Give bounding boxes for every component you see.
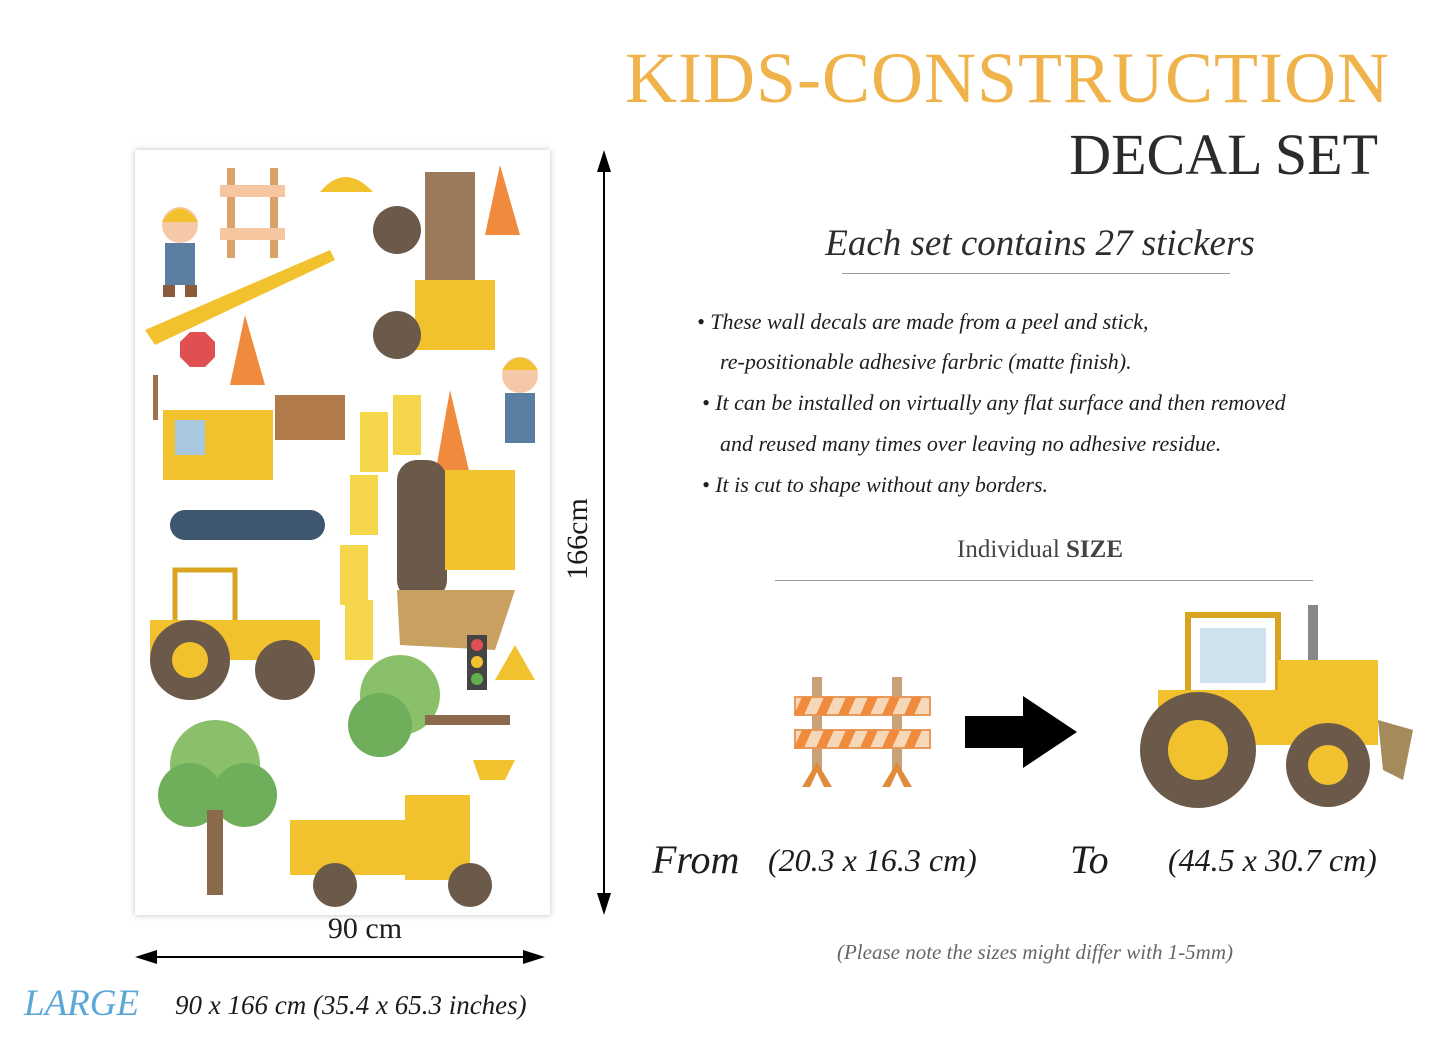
bullet-3: • It is cut to shape without any borders.	[702, 472, 1049, 497]
worker-boy-sticker	[502, 357, 538, 443]
width-label: 90 cm	[327, 912, 403, 945]
size-heading-bold: SIZE	[1066, 536, 1123, 563]
barrier-post-right	[892, 677, 902, 772]
worker-girl-sticker	[162, 207, 198, 297]
helmet-sticker	[320, 177, 373, 192]
cone-sticker	[230, 315, 265, 385]
toolbox-sticker	[275, 395, 345, 440]
warning-sign-sticker	[495, 645, 535, 680]
tractor-illustration	[1128, 600, 1413, 810]
cone-sticker	[485, 165, 520, 235]
dump-truck-sticker	[373, 172, 495, 359]
to-dimensions: (44.5 x 30.7 cm)	[1168, 842, 1377, 878]
size-heading	[860, 536, 1220, 564]
height-dimension	[548, 470, 608, 610]
size-variant-label: LARGE	[24, 983, 140, 1024]
bullet-2: • It can be installed on virtually any flat surface and then removed	[702, 390, 1286, 415]
barrier-sticker	[220, 168, 285, 258]
tractor-window	[1200, 628, 1266, 683]
traffic-light-sticker	[467, 635, 487, 690]
size-variant-dimensions: 90 x 166 cm (35.4 x 65.3 inches)	[175, 990, 527, 1020]
from-label: From	[652, 837, 740, 882]
from-dimensions: (20.3 x 16.3 cm)	[768, 842, 977, 878]
divider	[775, 580, 1313, 581]
bullet-1: • These wall decals are made from a peel and stick,	[697, 309, 1149, 334]
height-label: 166cm	[561, 498, 594, 580]
tractor-front-hub	[1308, 745, 1348, 785]
barrier-illustration	[790, 672, 935, 792]
bullet-1-cont: re-positionable adhesive farbric (matte finish).	[720, 349, 1132, 374]
bulldozer-sticker	[397, 460, 515, 650]
barrier-post-left	[812, 677, 822, 772]
cone-sticker	[435, 390, 470, 475]
barrier-foot-right	[882, 762, 912, 787]
tractor-bucket	[1378, 720, 1413, 780]
size-heading-prefix: Individual	[957, 536, 1060, 563]
width-dimension-arrow	[135, 947, 545, 967]
dump-truck-sticker	[290, 795, 492, 907]
shovel-sticker	[153, 375, 158, 420]
tractor-hood	[1278, 660, 1378, 695]
size-note: (Please note the sizes might differ with 1-5mm)	[836, 940, 1234, 964]
divider	[842, 273, 1230, 274]
stop-sign-sticker	[180, 332, 215, 367]
page-title: KIDS-CONSTRUCTION	[624, 38, 1390, 118]
barrier-foot-left	[802, 762, 832, 787]
sticker-count-heading: Each set contains 27 stickers	[825, 223, 1255, 264]
wheelbarrow-sticker	[473, 760, 515, 780]
tractor-sticker	[150, 570, 320, 700]
bullet-2-cont: and reused many times over leaving no adhesive residue.	[720, 431, 1222, 456]
decal-sheet-panel	[135, 150, 550, 915]
tractor-rear-hub	[1168, 720, 1228, 780]
decal-sheet-artwork	[135, 150, 550, 915]
to-label: To	[1070, 837, 1109, 882]
page-subtitle-line: DECAL SET	[1069, 122, 1378, 187]
arrow-right-icon	[965, 696, 1077, 768]
tree-sticker	[158, 720, 277, 895]
